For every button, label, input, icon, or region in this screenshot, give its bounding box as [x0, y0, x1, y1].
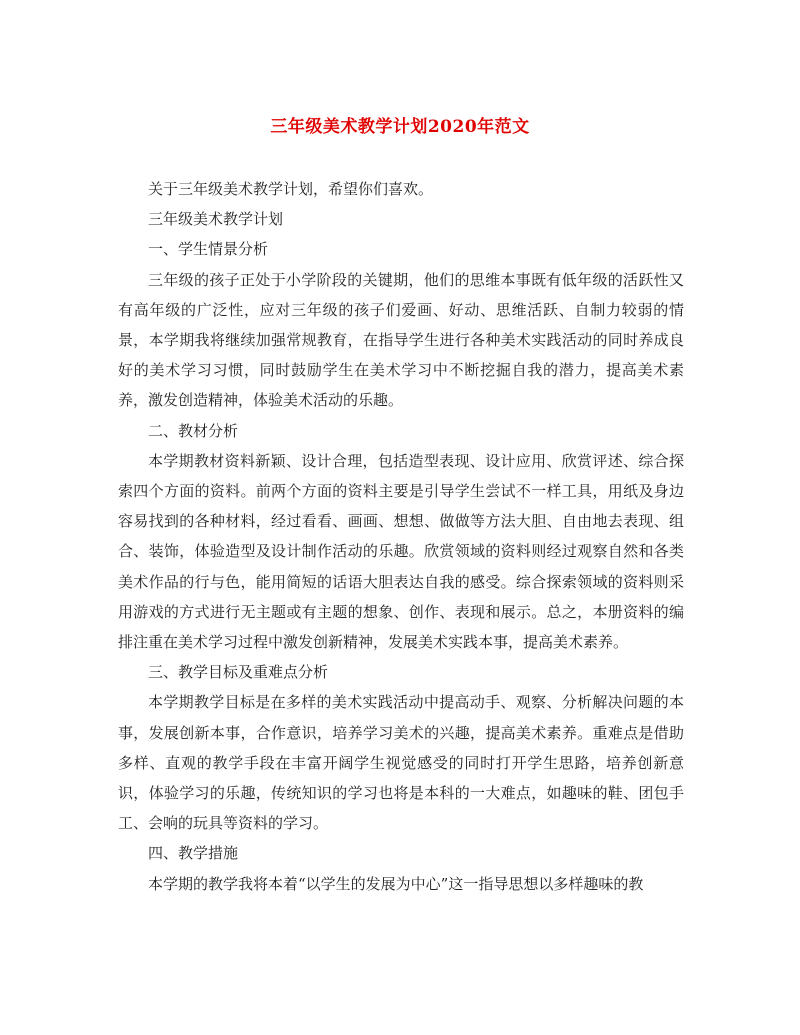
section-heading-4: 四、教学措施 [148, 844, 239, 863]
document-body [118, 174, 684, 899]
section-heading-3: 三、教学目标及重难点分析 [148, 663, 329, 682]
section-paragraph-4: 本学期的教学我将本着“以学生的发展为中心”这一指导思想以多样趣味的教 [148, 874, 644, 893]
section-paragraph-2: 本学期教材资料新颖、设计合理，包括造型表现、设计应用、欣赏评述、综合探索四个方面的资料。前两个方面的资料主要是引导学生尝试不一样工具，用纸及身边容易找到的各种材料，经过看看、画画、想想、做做等方法大胆、自由地去表现、组合、装饰，体验造型及设计制作活动的乐趣。欣赏领域的资料则经过观察自然和各类美术作品的行与色，能用简短的话语大胆表达自我的感受。综合探索领域的资料则采用游戏的方式进行无主题或有主题的想象、创作、表现和展示。总之，本册资料的编排注重在美术学习过程中激发创新精神，发展美术实践本事，提高美术素养。 [118, 451, 684, 652]
section-heading-1: 一、学生情景分析 [148, 240, 269, 259]
section-paragraph-3: 本学期教学目标是在多样的美术实践活动中提高动手、观察、分析解决问题的本事，发展创新本事，合作意识，培养学习美术的兴趣，提高美术素养。重难点是借助多样、直观的教学手段在丰富开阔学生视觉感受的同时打开学生思路，培养创新意识，体验学习的乐趣，传统知识的学习也将是本科的一大难点，如趣味的鞋、团包手工、会响的玩具等资料的学习。 [118, 693, 684, 833]
document-title: 三年级美术教学计划2020年范文 [270, 117, 530, 137]
section-heading-2: 二、教材分析 [148, 421, 239, 440]
section-paragraph-1: 三年级的孩子正处于小学阶段的关键期，他们的思维本事既有低年级的活跃性又有高年级的广泛性，应对三年级的孩子们爱画、好动、思维活跃、自制力较弱的情景，本学期我将继续加强常规教育，在指导学生进行各种美术实践活动的同时养成良好的美术学习习惯，同时鼓励学生在美术学习中不断挖掘自我的潜力，提高美术素养，激发创造精神，体验美术活动的乐趣。 [118, 270, 684, 410]
subtitle-paragraph: 三年级美术教学计划 [148, 210, 284, 229]
intro-paragraph: 关于三年级美术教学计划，希望你们喜欢。 [148, 180, 434, 198]
